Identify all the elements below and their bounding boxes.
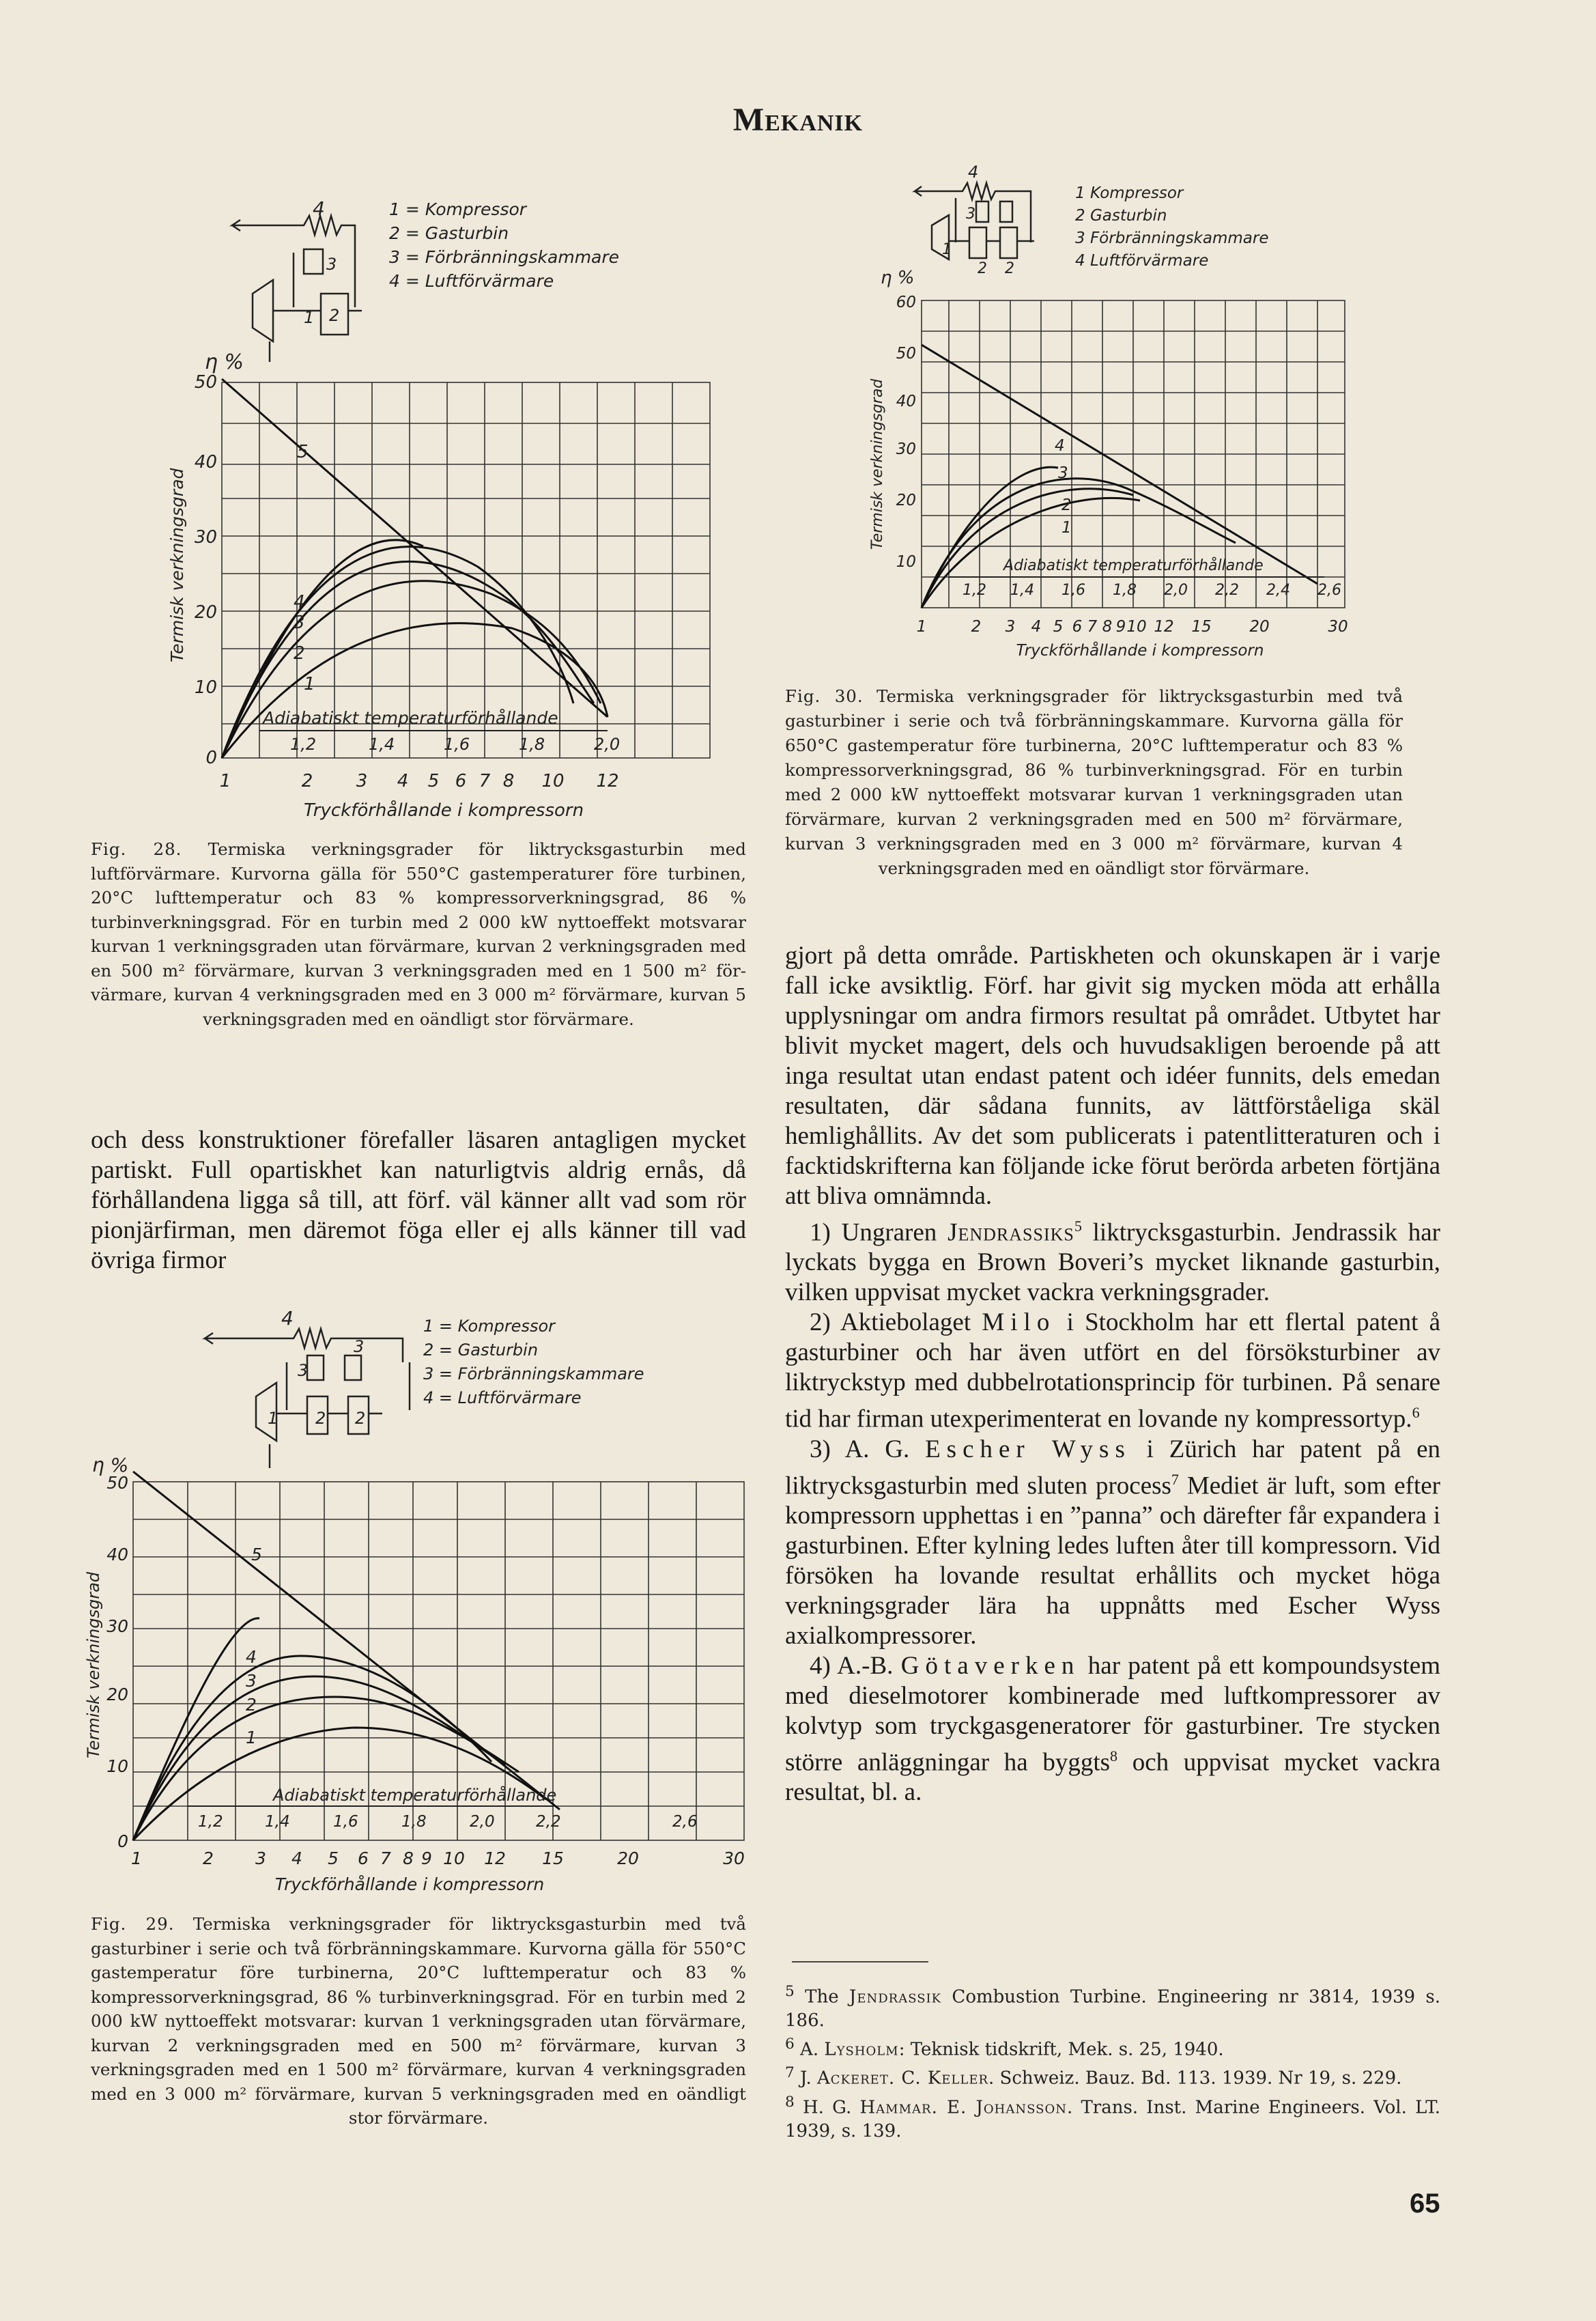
x-tick: 2 xyxy=(203,1848,214,1868)
x-tick: 15 xyxy=(1191,618,1212,636)
caption-fig-30 xyxy=(785,684,1403,881)
y-tick: 20 xyxy=(106,1685,128,1704)
paragraph-gotaverken: 4) A.-B. Götaverken har patent på ett kompoundsystem med dieselmotorer kombinerade med luftkompressorer av kolvtyp som tryckgasgeneratorer för gasturbiner. Tre stycken större anläggningar ha byggts$^8$ och uppvisat mycket vackra resultat, bl. a. xyxy=(785,1651,1440,1807)
paragraph-jendrassik: 1) Ungraren Jendrassiks$^5$ liktrycksgasturbin. Jendrassik har lyckats bygga en Brown Boveri’s mycket liknande gasturbin, vilken uppvisat mycket vackra verkningsgrader. xyxy=(785,1218,1440,1307)
inner-tick: 1,4 xyxy=(1010,582,1034,599)
figure-28 xyxy=(157,184,744,826)
x-ticks-28 xyxy=(220,771,619,791)
curves-29 xyxy=(133,1472,560,1840)
legend-item: 2 Gasturbin xyxy=(1075,207,1167,225)
y-ticks-28 xyxy=(195,372,217,768)
caption-label: Fig. 29. xyxy=(91,1914,175,1934)
inner-tick: 1,8 xyxy=(519,735,545,754)
caption-text: Termiska verkningsgrader för liktrycksgasturbin med två gasturbiner i serie och två förbränningskammare. Kurvorna gälla för 550°C gastemperatur före turbinerna, 20°C lufttemperatur och 83 % kompressorverkningsgrad, 86 % turbinverkningsgrad. För en turbin med 2 000 kW nyttoeffekt motsvarar: kurvan 1 verkningsgraden utan förvärmare, kurvan 2 verkningsgraden med en 500 m² förvärmare, kurvan 3 verkningsgraden med en 1 500 m² förvärmare, kurvan 4 verkningsgraden med en 3 000 m² förvärmare, kurvan 5 verkningsgraden med en oändligt stor förvärmare. xyxy=(91,1914,746,2128)
inner-tick: 1,6 xyxy=(444,735,470,754)
curve-labels-29 xyxy=(246,1545,262,1747)
paragraph-milo: 2) Aktiebolaget Milo i Stockholm har ett flertal patent å gasturbiner och har även utfört en del försöksturbiner av liktryckstyp med dubbelrotationsprincip för turbinen. På senare tid har firman utexperimenterat en lovande ny kompressortyp.$^6$ xyxy=(785,1308,1441,1433)
x-tick: 20 xyxy=(1249,618,1270,636)
figure-28-svg xyxy=(157,184,744,826)
x-tick: 9 xyxy=(1115,618,1126,636)
figure-29-svg xyxy=(82,1308,758,1902)
x-tick: 3 xyxy=(1005,618,1016,636)
inner-tick: 2,2 xyxy=(536,1813,561,1831)
x-tick: 8 xyxy=(1102,618,1113,636)
x-tick: 7 xyxy=(380,1848,391,1868)
legend-item: 4 = Luftförvärmare xyxy=(423,1388,582,1407)
y-tick: 50 xyxy=(106,1473,128,1493)
x-tick: 4 xyxy=(291,1848,302,1868)
y-tick: 10 xyxy=(194,677,217,698)
schem-label-2: 2 xyxy=(1005,260,1014,277)
y-unit: η % xyxy=(205,350,244,374)
inner-tick: 1,8 xyxy=(1113,582,1137,599)
x-tick: 10 xyxy=(541,771,565,791)
legend-item: 3 Förbränningskammare xyxy=(1075,229,1269,247)
schem-label-4: 4 xyxy=(968,163,979,182)
x-tick: 5 xyxy=(328,1848,339,1868)
y-axis-label: Termisk verkningsgrad xyxy=(869,378,886,550)
x-tick: 30 xyxy=(723,1848,745,1868)
y-axis-label: Termisk verkningsgrad xyxy=(84,1571,103,1758)
x-tick: 6 xyxy=(1072,618,1083,636)
y-tick: 40 xyxy=(896,393,916,410)
legend-28 xyxy=(389,199,619,291)
x-ticks-29 xyxy=(131,1848,745,1868)
y-tick: 20 xyxy=(194,602,217,623)
x-tick: 1 xyxy=(916,618,927,636)
left-body-text xyxy=(91,1125,746,1276)
schem-label-4: 4 xyxy=(313,197,325,220)
footnote-ref: 5 xyxy=(1074,1218,1082,1235)
legend-item: 2 = Gasturbin xyxy=(423,1340,539,1360)
y-tick: 50 xyxy=(194,372,217,393)
name-escher-wyss: Escher Wyss xyxy=(925,1435,1131,1463)
x-tick: 2 xyxy=(301,771,313,791)
curve-labels-30 xyxy=(1055,437,1072,537)
x-tick: 1 xyxy=(131,1848,142,1868)
x-ticks-30 xyxy=(917,618,1348,636)
schem-label-3: 3 xyxy=(298,1361,309,1380)
footnote-8: $^8$ H. G. Hammar. E. Johansson. Trans. Inst. Marine Engineers. Vol. LT. 1939, s. 139. xyxy=(785,2093,1441,2141)
legend-item: 4 = Luftförvärmare xyxy=(389,271,554,291)
inner-axis-label: Adiabatiskt temperaturförhållande xyxy=(1003,557,1264,574)
caption-label: Fig. 30. xyxy=(785,686,864,706)
inner-ticks-30 xyxy=(963,582,1341,599)
footnote-rule xyxy=(792,1961,928,1963)
paragraph: och dess konstruktioner förefaller läsaren antagligen mycket partiskt. Full opartiskhet kan naturligtvis aldrig ernås, då förhållandena ligga så till, att förf. väl känner allt vad som rör pionjärfirman, men däremot föga eller ej alls känner till vad övriga firmor xyxy=(91,1126,746,1274)
y-tick: 30 xyxy=(194,527,217,548)
schematic-29 xyxy=(205,1329,410,1468)
x-tick: 20 xyxy=(617,1848,639,1868)
inner-ticks-28 xyxy=(290,735,620,754)
curve-label: 3 xyxy=(294,613,305,633)
y-tick: 40 xyxy=(194,452,217,473)
x-tick: 7 xyxy=(479,771,491,791)
footnote-ref: 6 xyxy=(1412,1404,1420,1422)
y-axis-label: Termisk verkningsgrad xyxy=(167,468,187,662)
caption-label: Fig. 28. xyxy=(91,839,182,859)
curve-label: 5 xyxy=(297,442,309,462)
legend-29 xyxy=(423,1317,644,1407)
y-tick: 60 xyxy=(896,294,916,311)
x-tick: 10 xyxy=(443,1848,465,1868)
schem-label-2: 2 xyxy=(315,1409,326,1428)
legend-item: 2 = Gasturbin xyxy=(389,223,509,243)
inner-tick: 2,6 xyxy=(672,1813,698,1831)
schem-label-3: 3 xyxy=(354,1337,365,1356)
x-tick: 3 xyxy=(356,771,368,791)
curves-28 xyxy=(222,379,608,758)
x-tick: 9 xyxy=(421,1848,432,1868)
legend-item: 3 = Förbränningskammare xyxy=(389,247,620,267)
x-tick: 5 xyxy=(427,771,440,791)
y-unit: η % xyxy=(881,268,915,288)
curve-label: 2 xyxy=(1061,496,1072,514)
inner-tick: 2,0 xyxy=(1164,582,1188,599)
caption-text: Termiska verkningsgrader för liktrycksgasturbin med luftförvärmare. Kurvorna gälla för 550°C gastemperaturer före turbinen, 20°C lufttemperatur och 83 % kompressorverkningsgrad, 86 % turbinverkningsgrad. För en turbin med 2 000 kW nyttoeffekt motsvarar kurvan 1 verkningsgraden utan förvärmare, kurvan 2 verkningsgraden med en 500 m² förvärmare, kurvan 3 verkningsgraden med en 1 500 m² förvärmare, kurvan 4 verkningsgraden med en 3 000 m² förvärmare, kurvan 5 verkningsgraden med en oändligt stor förvärmare. xyxy=(91,839,746,1029)
y-tick: 0 xyxy=(117,1831,128,1851)
x-tick: 8 xyxy=(403,1848,414,1868)
footnote-6: $^6$ A. Lysholm: Teknisk tidskrift, Mek. s. 25, 1940. xyxy=(785,2035,1224,2060)
inner-tick: 1,2 xyxy=(198,1813,223,1831)
y-unit: η % xyxy=(92,1454,129,1476)
curve-label: 4 xyxy=(294,592,305,613)
legend-item: 1 Kompressor xyxy=(1075,184,1184,202)
legend-item: 1 = Kompressor xyxy=(389,199,527,219)
curve-label: 1 xyxy=(1061,519,1072,537)
legend-item: 4 Luftförvärmare xyxy=(1075,252,1209,270)
name-gotaverken: Götaverken xyxy=(900,1651,1081,1680)
schem-label-1: 1 xyxy=(942,241,952,258)
x-axis-label: Tryckförhållande i kompressorn xyxy=(274,1874,545,1894)
curve-label: 5 xyxy=(251,1545,262,1564)
curve-label: 3 xyxy=(246,1671,257,1691)
x-tick: 30 xyxy=(1328,618,1348,636)
inner-axis-label: Adiabatiskt temperaturförhållande xyxy=(273,1786,557,1805)
inner-tick: 2,0 xyxy=(470,1813,495,1831)
x-tick: 1 xyxy=(219,771,231,791)
legend-30 xyxy=(1075,184,1268,270)
y-ticks-29 xyxy=(106,1473,128,1851)
figure-29 xyxy=(82,1308,758,1902)
schem-label-1: 1 xyxy=(268,1409,279,1428)
y-ticks-30 xyxy=(896,294,916,571)
y-tick: 30 xyxy=(106,1616,128,1636)
x-tick: 7 xyxy=(1087,618,1098,636)
x-tick: 5 xyxy=(1053,618,1064,636)
x-tick: 6 xyxy=(455,771,467,791)
y-tick: 10 xyxy=(896,553,916,571)
schem-label-3: 3 xyxy=(326,255,337,274)
y-tick: 20 xyxy=(896,492,916,509)
schem-label-2: 2 xyxy=(329,306,340,325)
curve-label: 1 xyxy=(304,674,315,694)
x-tick: 8 xyxy=(502,771,515,791)
y-tick: 10 xyxy=(106,1756,128,1776)
inner-tick: 1,4 xyxy=(265,1813,290,1831)
y-tick: 30 xyxy=(896,440,916,458)
caption-fig-29 xyxy=(91,1912,746,2130)
x-tick: 4 xyxy=(1031,618,1042,636)
inner-ticks-29 xyxy=(198,1813,698,1831)
footnote-5: $^5$ The Jendrassik Combustion Turbine. Engineering nr 3814, 1939 s. 186. xyxy=(785,1983,1440,2031)
x-tick: 12 xyxy=(596,771,619,791)
schem-label-3: 3 xyxy=(966,206,975,223)
inner-tick: 1,6 xyxy=(1061,582,1085,599)
x-tick: 12 xyxy=(1154,618,1174,636)
inner-tick: 1,2 xyxy=(963,582,986,599)
paragraph: gjort på detta område. Partiskheten och okunskapen är i varje fall icke avsiktlig. Förf. har givit sig mycken möda att erhålla upplysningar om andra firmors resultat på området. Utbytet har blivit mycket magert, dels och huvudsakligen beroende på att inga resultat utan endast patent och idéer funnits, dels emedan resultaten, där sådana funnits, av lättförståeliga skäl hemlighållits. Av det som publicerats i patentlitteraturen och i facktidskrifterna kan följande icke förut berörda arbeten förtjäna att bliva omnämnda. xyxy=(785,942,1440,1210)
paragraph-escher-wyss: 3) A. G. Escher Wyss i Zürich har patent på en liktrycksgasturbin med sluten process$^7$ Mediet är luft, som efter kompressorn upphettas i en ”panna” och därefter får expandera i gasturbinen. Efter kylning ledes luften åter till kompressorn. Vid försöken ha lovande resultat erhållits och mycket höga verkningsgrader lära ha uppnåtts med Escher Wyss axialkompressorer. xyxy=(785,1435,1441,1650)
right-body-text xyxy=(785,941,1440,1807)
footnote-7: $^7$ J. Ackeret. C. Keller. Schweiz. Bauz. Bd. 113. 1939. Nr 19, s. 229. xyxy=(785,2064,1402,2089)
x-axis-label: Tryckförhållande i kompressorn xyxy=(1016,642,1264,660)
grid-28 xyxy=(222,382,710,758)
name-jendrassik: Jendrassiks xyxy=(947,1218,1074,1247)
page-number: 65 xyxy=(1410,2189,1440,2219)
curve-label: 4 xyxy=(1055,437,1065,455)
figure-30-svg xyxy=(853,160,1372,666)
curve-label: 2 xyxy=(294,643,305,664)
schem-label-4: 4 xyxy=(281,1308,294,1330)
inner-tick: 2,4 xyxy=(1266,582,1290,599)
schem-label-2: 2 xyxy=(978,260,987,277)
x-tick: 4 xyxy=(397,771,409,791)
curve-label: 3 xyxy=(1058,464,1068,482)
curve-label: 4 xyxy=(246,1647,257,1667)
y-tick: 0 xyxy=(205,748,217,768)
x-tick: 15 xyxy=(542,1848,564,1868)
x-axis-label: Tryckförhållande i kompressorn xyxy=(303,800,584,821)
figure-30 xyxy=(853,160,1372,666)
schem-label-1: 1 xyxy=(304,308,315,327)
x-tick: 6 xyxy=(358,1848,369,1868)
inner-tick: 1,6 xyxy=(333,1813,358,1831)
caption-text: Termiska verkningsgrader för liktrycksgasturbin med två gasturbiner i serie och två förbränningskammare. Kurvorna gälla för 650°C gastemperatur före turbinerna, 20°C lufttemperatur och 83 % kompressorverkningsgrad, 86 % turbinverkningsgrad. För en turbin med 2 000 kW nyttoeffekt motsvarar kurvan 1 verkningsgraden utan förvärmare, kurvan 2 verkningsgraden med en 500 m² förvärmare, kurvan 3 verkningsgraden med en 3 000 m² förvärmare, kurvan 4 verkningsgraden med en oändligt stor förvärmare. xyxy=(785,686,1403,878)
x-tick: 10 xyxy=(1126,618,1147,636)
inner-tick: 1,2 xyxy=(290,735,317,754)
curve-label: 2 xyxy=(246,1695,257,1715)
x-tick: 2 xyxy=(971,618,982,636)
y-tick: 40 xyxy=(106,1545,128,1564)
inner-tick: 1,8 xyxy=(401,1813,427,1831)
curve-label: 1 xyxy=(246,1728,257,1747)
caption-fig-28 xyxy=(91,837,746,1031)
footnote-ref: 7 xyxy=(1171,1470,1179,1488)
y-tick: 50 xyxy=(896,345,916,363)
footnotes xyxy=(785,1980,1440,2143)
legend-item: 1 = Kompressor xyxy=(423,1317,556,1336)
page-header: Mekanik xyxy=(732,102,864,138)
inner-tick: 1,4 xyxy=(369,735,395,754)
legend-item: 3 = Förbränningskammare xyxy=(423,1364,644,1383)
inner-tick: 2,6 xyxy=(1317,582,1341,599)
footnote-ref: 8 xyxy=(1110,1747,1118,1764)
inner-tick: 2,0 xyxy=(594,735,621,754)
x-tick: 3 xyxy=(255,1848,266,1868)
name-milo: Milo xyxy=(982,1308,1056,1337)
schem-label-2: 2 xyxy=(355,1409,366,1428)
inner-tick: 2,2 xyxy=(1215,582,1239,599)
x-tick: 12 xyxy=(484,1848,506,1868)
schematic-28 xyxy=(232,216,362,362)
inner-axis-label: Adiabatiskt temperaturförhållande xyxy=(263,708,558,728)
